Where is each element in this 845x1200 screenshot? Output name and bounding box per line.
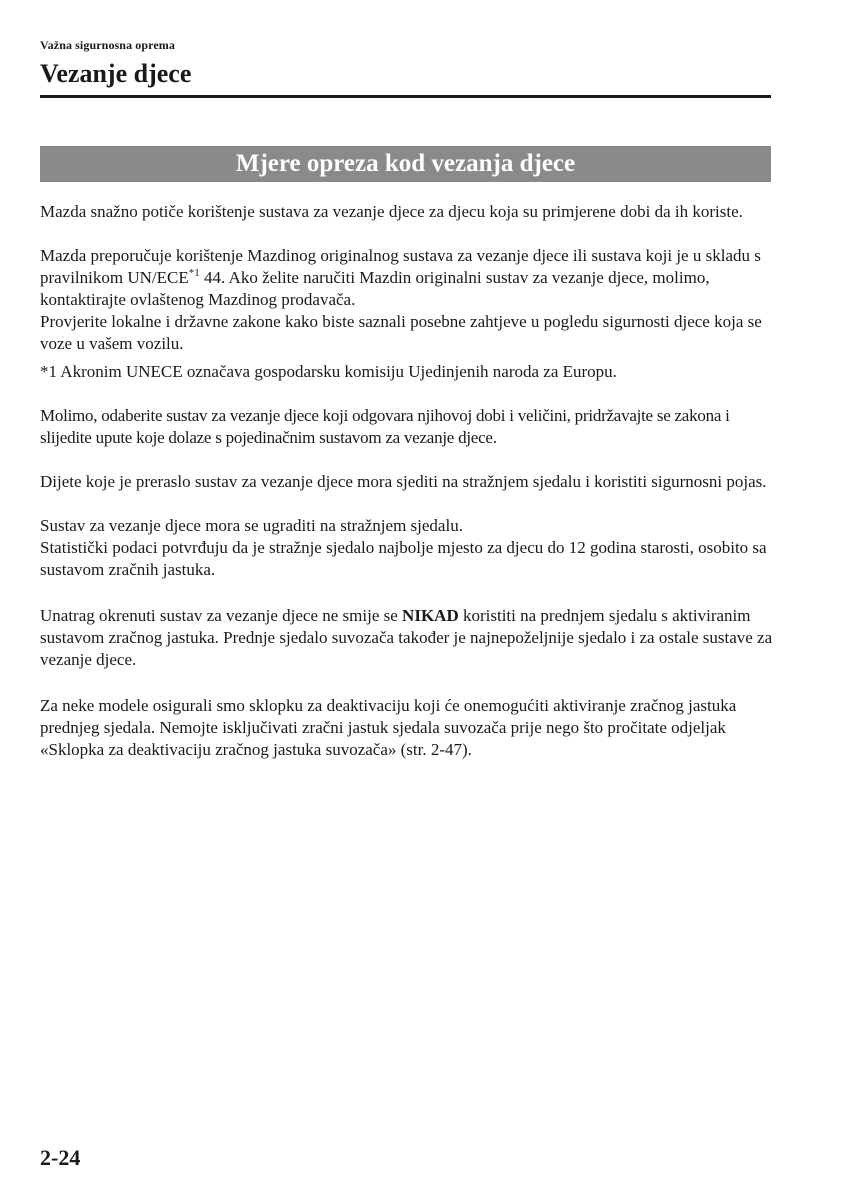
title-divider — [40, 95, 771, 98]
paragraph-statistics: Statistički podaci potvrđuju da je stražnje sjedalo najbolje mjesto za djecu do 12 godina starosti, osobito sa sustavom zračnih jastuka. — [40, 538, 767, 579]
paragraph-rear-seat — [40, 515, 780, 581]
paragraph-deactivation-switch: Za neke modele osigurali smo sklopku za deaktivaciju koji će onemogućiti aktiviranje zračnog jastuka prednjeg sjedala. Nemojte isključivati zračni jastuk sjedala suvozača prije nego što pročitate odjeljak «Sklopka za deaktivaciju zračnog jastuka suvozača» (str. 2-47). — [40, 696, 737, 759]
footnote-reference: *1 — [188, 267, 200, 279]
section-banner: Mjere opreza kod vezanja djece — [40, 146, 771, 182]
paragraph-recommendation-start: Mazda preporučuje korištenje Mazdinog originalnog sustava za vezanje djece ili sustava koji je u skladu s pravilnikom UN/ECE — [40, 246, 761, 287]
paragraph-recommendation — [40, 245, 780, 355]
body-text — [40, 201, 780, 783]
paragraph-rear-seat-first: Sustav za vezanje djece mora se ugraditi na stražnjem sjedalu. — [40, 516, 463, 535]
paragraph-rear-facing — [40, 605, 780, 671]
paragraph-intro: Mazda snažno potiče korištenje sustava za vezanje djece za djecu koja su primjerene dobi da ih koriste. — [40, 202, 743, 221]
paragraph-rear-facing-start: Unatrag okrenuti sustav za vezanje djece ne smije se — [40, 606, 403, 625]
footnote: *1 Akronim UNECE označava gospodarsku komisiju Ujedinjenih naroda za Europu. — [40, 362, 617, 381]
paragraph-selection: Molimo, odaberite sustav za vezanje djece koji odgovara njihovoj dobi i veličini, pridržavajte se zakona i slijedite upute koje dolaze s pojedinačnim sustavom za vezanje djece. — [40, 406, 730, 447]
chapter-title: Vezanje djece — [40, 59, 192, 88]
paragraph-local-laws: Provjerite lokalne i državne zakone kako biste saznali posebne zahtjeve u pogledu sigurnosti djece koja se voze u vašem vozilu. — [40, 312, 762, 353]
paragraph-outgrown: Dijete koje je preraslo sustav za vezanje djece mora sjediti na stražnjem sjedalu i koristiti sigurnosni pojas. — [40, 472, 767, 491]
emphasis-nikad: NIKAD — [402, 606, 459, 625]
section-label: Važna sigurnosna oprema — [40, 38, 175, 52]
page-number: 2-24 — [40, 1145, 81, 1170]
paragraph-rear-facing-end: koristiti na prednjem sjedalu s aktiviranim sustavom zračnog jastuka. Prednje sjedalo suvozača također je najnepoželjnije sjedalo i za ostale sustave za vezanje djece. — [40, 606, 773, 669]
paragraph-recommendation-end: 44. Ako želite naručiti Mazdin originalni sustav za vezanje djece, molimo, kontaktirajte ovlaštenog Mazdinog prodavača. — [40, 268, 710, 309]
